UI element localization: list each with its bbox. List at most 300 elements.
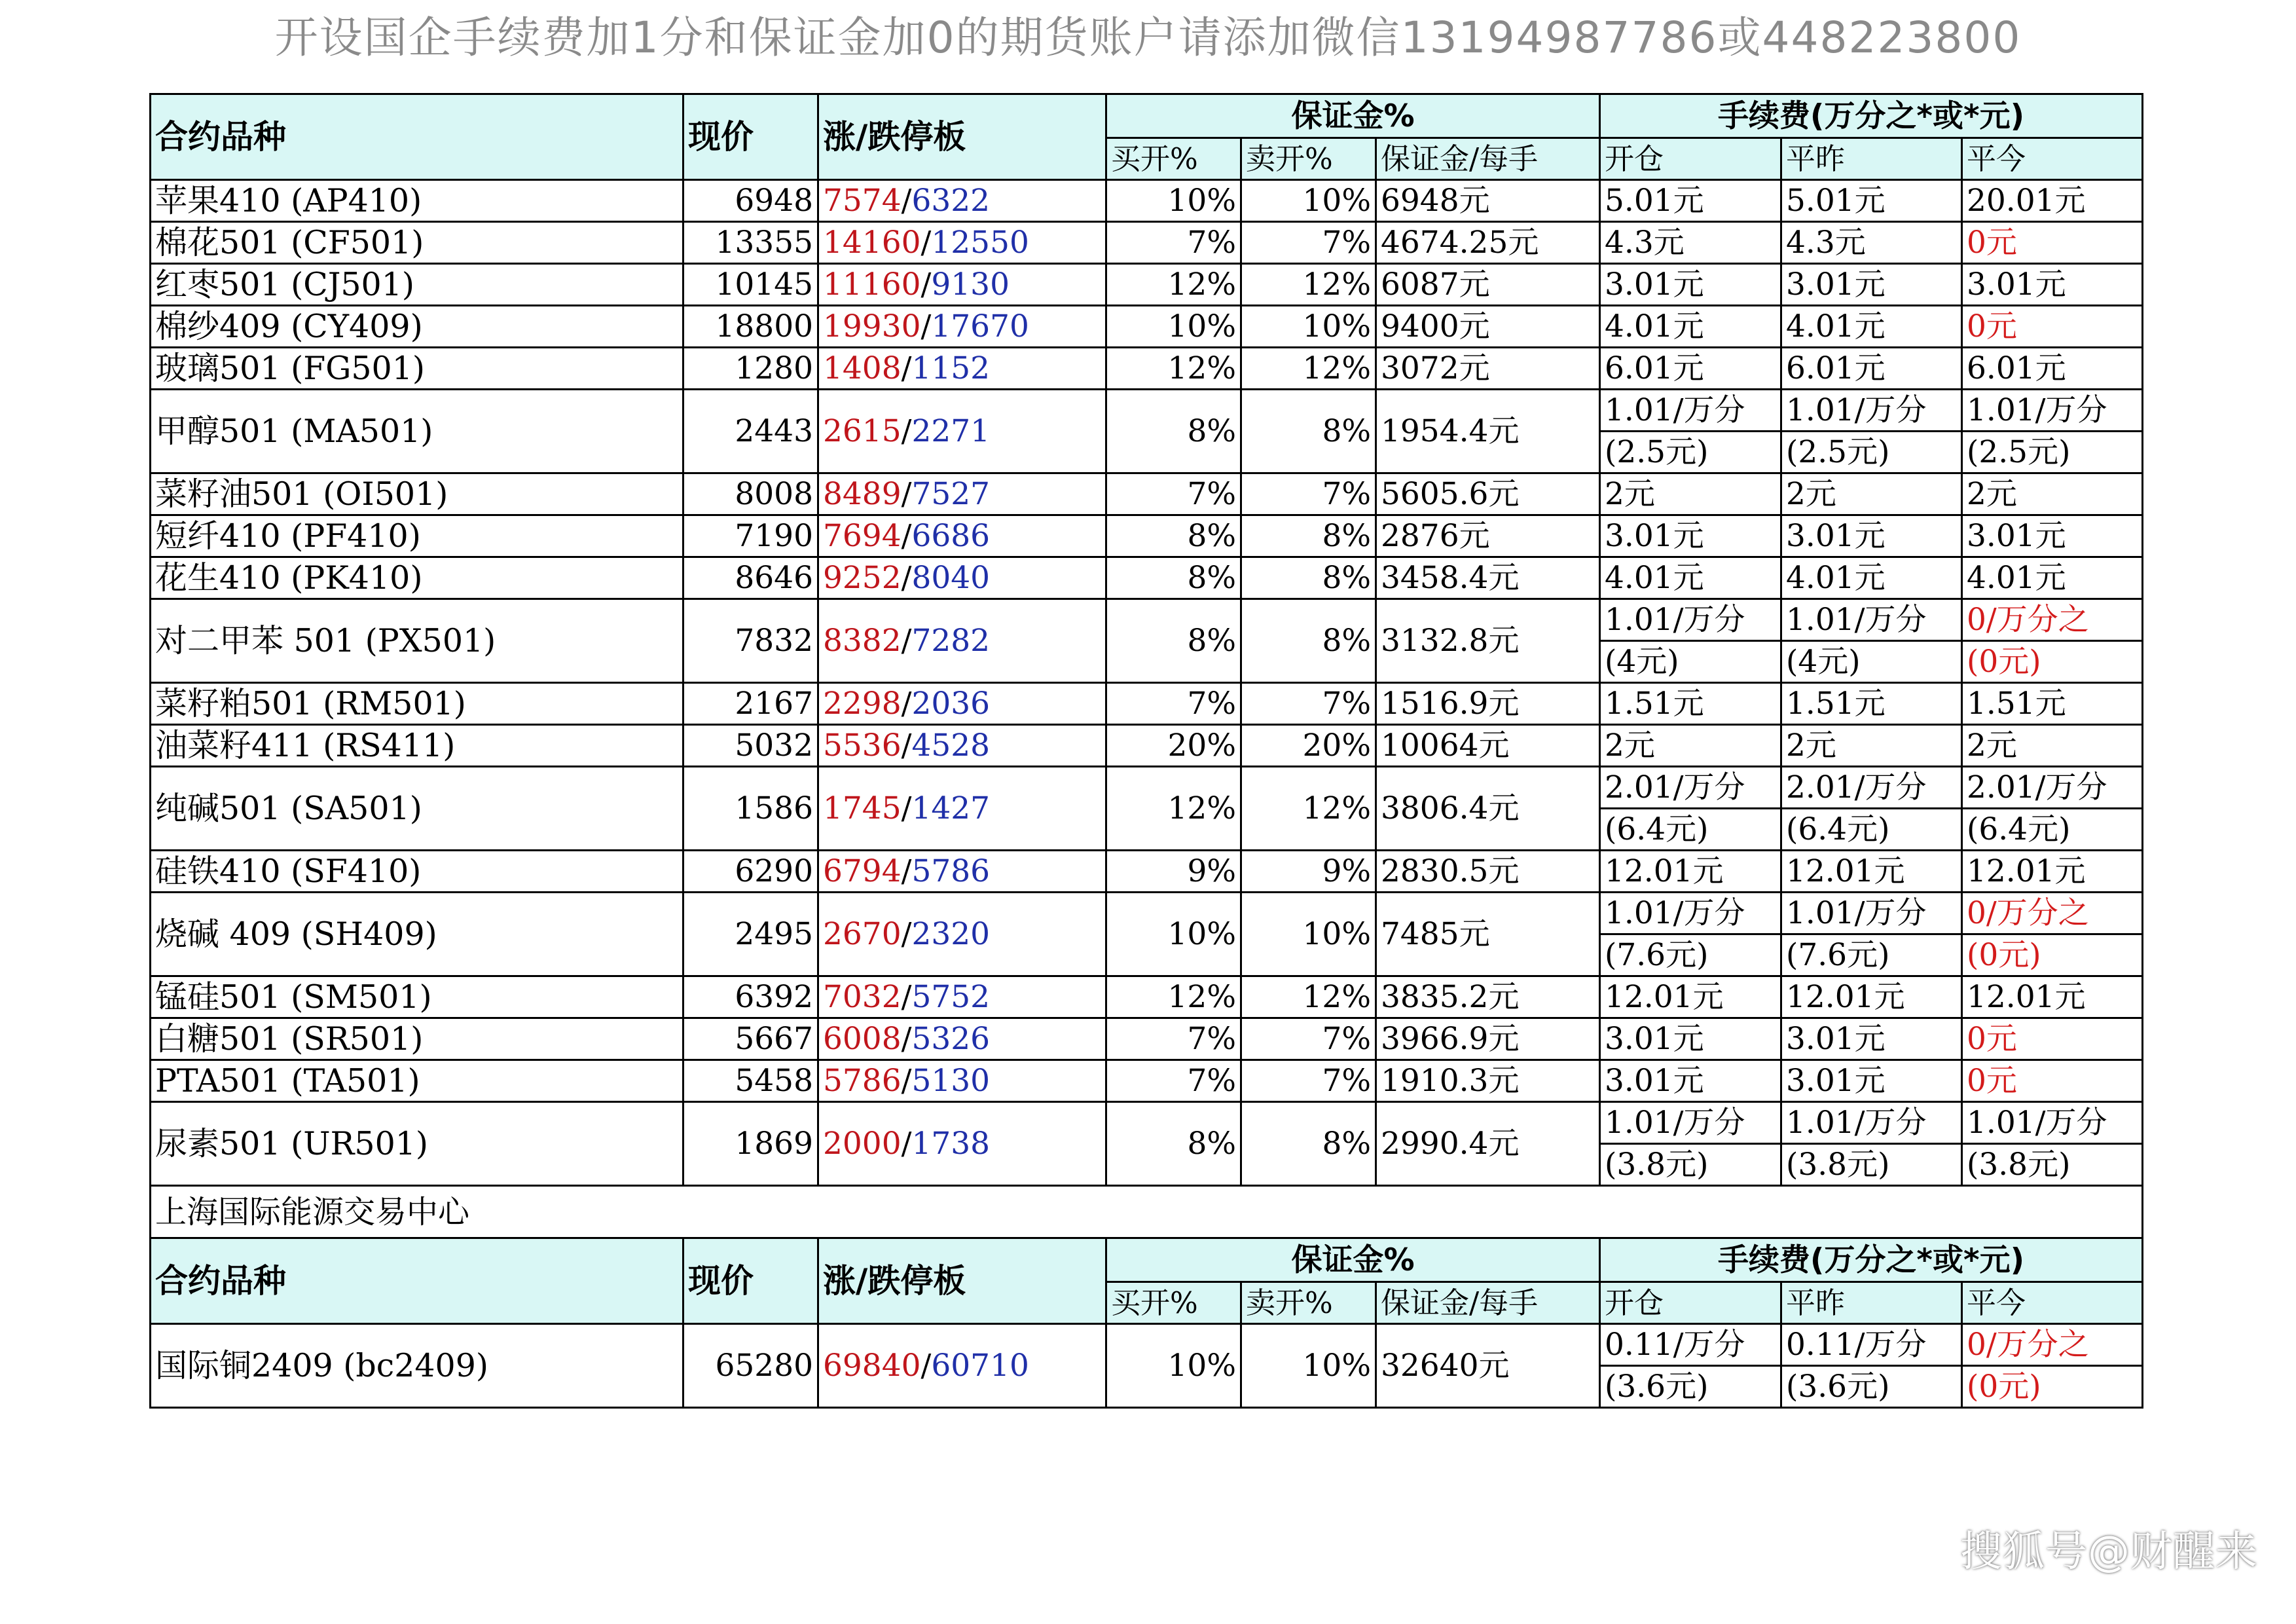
fee-close-yesterday-amount: (4元) (1781, 641, 1962, 683)
limit-up: 8489 (823, 476, 902, 512)
current-price: 6290 (683, 851, 818, 893)
limit-down: 60710 (931, 1348, 1029, 1384)
contract-name: 硅铁410 (SF410) (151, 851, 683, 893)
limit-up: 2670 (823, 916, 902, 952)
current-price: 5032 (683, 725, 818, 767)
limit-separator: / (901, 853, 912, 889)
fee-close-yesterday: 3.01元 (1781, 515, 1962, 557)
current-price: 10145 (683, 264, 818, 306)
limit-down: 6322 (911, 183, 991, 219)
contract-name: 甲醇501 (MA501) (151, 390, 683, 473)
header-margin-per-lot: 保证金/每手 (1376, 1282, 1600, 1324)
header-close-today: 平今 (1962, 138, 2143, 180)
current-price: 8008 (683, 473, 818, 515)
limit-down: 5326 (911, 1021, 991, 1057)
limit-up: 11160 (823, 267, 921, 303)
fee-close-yesterday: 3.01元 (1781, 1018, 1962, 1060)
margin-per-lot: 3072元 (1376, 348, 1600, 390)
fee-open: 3.01元 (1600, 1018, 1781, 1060)
margin-per-lot: 3806.4元 (1376, 767, 1600, 851)
limit-separator: / (901, 728, 912, 764)
limit-down: 6686 (911, 518, 991, 554)
header-price: 现价 (683, 1238, 818, 1324)
fee-close-yesterday: 2.01/万分 (1781, 767, 1962, 809)
fee-open: 2.01/万分 (1600, 767, 1781, 809)
contract-name: 国际铜2409 (bc2409) (151, 1324, 683, 1408)
fee-close-yesterday: 4.01元 (1781, 306, 1962, 348)
fee-open: 5.01元 (1600, 180, 1781, 222)
table-row (151, 557, 2143, 599)
price-limit (818, 976, 1106, 1018)
header-price: 现价 (683, 94, 818, 180)
margin-per-lot: 1910.3元 (1376, 1060, 1600, 1102)
current-price: 5667 (683, 1018, 818, 1060)
sell-open-margin: 10% (1241, 180, 1376, 222)
section-row (151, 1186, 2143, 1238)
fee-close-today: 0元 (1962, 1060, 2143, 1102)
fee-close-today-amount: (6.4元) (1962, 809, 2143, 851)
limit-separator: / (920, 1348, 932, 1384)
header-margin-group: 保证金% (1106, 1238, 1600, 1282)
header-open: 开仓 (1600, 138, 1781, 180)
contract-name: 花生410 (PK410) (151, 557, 683, 599)
table-row (151, 851, 2143, 893)
buy-open-margin: 12% (1106, 767, 1241, 851)
buy-open-margin: 7% (1106, 222, 1241, 264)
limit-separator: / (901, 183, 912, 219)
fee-close-yesterday: 4.3元 (1781, 222, 1962, 264)
fee-close-yesterday: 1.01/万分 (1781, 599, 1962, 641)
price-limit (818, 1018, 1106, 1060)
header-limit: 涨/跌停板 (818, 1238, 1106, 1324)
sell-open-margin: 8% (1241, 557, 1376, 599)
banner-text: 开设国企手续费加1分和保证金加0的期货账户请添加微信13194987786或448223800 (274, 12, 2022, 63)
contract-name: 短纤410 (PF410) (151, 515, 683, 557)
limit-separator: / (901, 686, 912, 722)
futures-table (149, 93, 2143, 1409)
table-row (151, 599, 2143, 641)
margin-per-lot: 3458.4元 (1376, 557, 1600, 599)
current-price: 8646 (683, 557, 818, 599)
limit-up: 1745 (823, 790, 902, 826)
current-price: 6392 (683, 976, 818, 1018)
limit-down: 7282 (911, 623, 991, 659)
price-limit (818, 1324, 1106, 1408)
fee-close-today-amount: (0元) (1962, 1366, 2143, 1408)
buy-open-margin: 12% (1106, 264, 1241, 306)
fee-close-today-amount: (2.5元) (1962, 432, 2143, 473)
limit-separator: / (901, 1021, 912, 1057)
limit-down: 8040 (911, 560, 991, 596)
price-limit (818, 264, 1106, 306)
buy-open-margin: 7% (1106, 473, 1241, 515)
price-limit (818, 893, 1106, 976)
limit-up: 7694 (823, 518, 902, 554)
contract-name: 烧碱 409 (SH409) (151, 893, 683, 976)
limit-up: 7574 (823, 183, 902, 219)
table-body (151, 94, 2143, 1408)
sell-open-margin: 10% (1241, 893, 1376, 976)
margin-per-lot: 1516.9元 (1376, 683, 1600, 725)
sell-open-margin: 9% (1241, 851, 1376, 893)
section-title: 上海国际能源交易中心 (151, 1186, 2143, 1238)
buy-open-margin: 7% (1106, 1018, 1241, 1060)
limit-down: 12550 (931, 225, 1029, 261)
contract-name: 菜籽油501 (OI501) (151, 473, 683, 515)
margin-per-lot: 3132.8元 (1376, 599, 1600, 683)
contract-name: 玻璃501 (FG501) (151, 348, 683, 390)
sell-open-margin: 8% (1241, 599, 1376, 683)
limit-separator: / (901, 518, 912, 554)
margin-per-lot: 4674.25元 (1376, 222, 1600, 264)
sell-open-margin: 7% (1241, 1060, 1376, 1102)
limit-separator: / (920, 308, 932, 344)
fee-close-yesterday: 3.01元 (1781, 264, 1962, 306)
header-margin-per-lot: 保证金/每手 (1376, 138, 1600, 180)
fee-open: 1.01/万分 (1600, 599, 1781, 641)
margin-per-lot: 6948元 (1376, 180, 1600, 222)
limit-separator: / (901, 1063, 912, 1099)
sell-open-margin: 12% (1241, 264, 1376, 306)
header-fee-group: 手续费(万分之*或*元) (1600, 1238, 2143, 1282)
table-row (151, 1324, 2143, 1366)
price-limit (818, 1060, 1106, 1102)
current-price: 18800 (683, 306, 818, 348)
limit-down: 2036 (911, 686, 991, 722)
header-contract: 合约品种 (151, 94, 683, 180)
buy-open-margin: 10% (1106, 180, 1241, 222)
fee-close-today-amount: (3.8元) (1962, 1144, 2143, 1186)
fee-close-yesterday: 1.01/万分 (1781, 893, 1962, 934)
header-buy-open: 买开% (1106, 1282, 1241, 1324)
header-contract: 合约品种 (151, 1238, 683, 1324)
fee-close-today: 0元 (1962, 222, 2143, 264)
current-price: 1280 (683, 348, 818, 390)
price-limit (818, 390, 1106, 473)
fee-open: 1.01/万分 (1600, 893, 1781, 934)
header-limit: 涨/跌停板 (818, 94, 1106, 180)
fee-close-yesterday: 4.01元 (1781, 557, 1962, 599)
fee-open-amount: (3.6元) (1600, 1366, 1781, 1408)
buy-open-margin: 20% (1106, 725, 1241, 767)
fee-close-today-amount: (0元) (1962, 641, 2143, 683)
limit-up: 5786 (823, 1063, 902, 1099)
fee-close-yesterday: 6.01元 (1781, 348, 1962, 390)
fee-close-yesterday: 2元 (1781, 473, 1962, 515)
table-row (151, 180, 2143, 222)
current-price: 1586 (683, 767, 818, 851)
fee-close-yesterday-amount: (6.4元) (1781, 809, 1962, 851)
table-row (151, 725, 2143, 767)
fee-close-yesterday-amount: (2.5元) (1781, 432, 1962, 473)
fee-open: 2元 (1600, 725, 1781, 767)
contract-name: 红枣501 (CJ501) (151, 264, 683, 306)
buy-open-margin: 10% (1106, 306, 1241, 348)
sell-open-margin: 20% (1241, 725, 1376, 767)
margin-per-lot: 2990.4元 (1376, 1102, 1600, 1186)
fee-close-yesterday-amount: (7.6元) (1781, 934, 1962, 976)
current-price: 7832 (683, 599, 818, 683)
limit-separator: / (901, 916, 912, 952)
current-price: 7190 (683, 515, 818, 557)
fee-open: 12.01元 (1600, 976, 1781, 1018)
fee-open: 2元 (1600, 473, 1781, 515)
buy-open-margin: 10% (1106, 893, 1241, 976)
margin-per-lot: 6087元 (1376, 264, 1600, 306)
sell-open-margin: 8% (1241, 390, 1376, 473)
header-buy-open: 买开% (1106, 138, 1241, 180)
limit-up: 19930 (823, 308, 921, 344)
fee-close-yesterday: 3.01元 (1781, 1060, 1962, 1102)
limit-separator: / (901, 790, 912, 826)
limit-up: 14160 (823, 225, 921, 261)
fee-close-today: 0/万分之 (1962, 1324, 2143, 1366)
buy-open-margin: 8% (1106, 390, 1241, 473)
price-limit (818, 348, 1106, 390)
header-row (151, 94, 2143, 138)
table-row (151, 306, 2143, 348)
fee-open: 1.51元 (1600, 683, 1781, 725)
fee-close-yesterday: 1.51元 (1781, 683, 1962, 725)
sell-open-margin: 7% (1241, 473, 1376, 515)
fee-close-today: 1.51元 (1962, 683, 2143, 725)
header-close-today: 平今 (1962, 1282, 2143, 1324)
fee-open: 4.3元 (1600, 222, 1781, 264)
limit-up: 69840 (823, 1348, 921, 1384)
fee-open: 4.01元 (1600, 306, 1781, 348)
fee-close-yesterday: 2元 (1781, 725, 1962, 767)
buy-open-margin: 12% (1106, 348, 1241, 390)
price-limit (818, 515, 1106, 557)
fee-open-amount: (3.8元) (1600, 1144, 1781, 1186)
fee-close-yesterday: 12.01元 (1781, 976, 1962, 1018)
fee-open-amount: (2.5元) (1600, 432, 1781, 473)
sell-open-margin: 8% (1241, 1102, 1376, 1186)
header-close-yesterday: 平昨 (1781, 138, 1962, 180)
fee-close-today-amount: (0元) (1962, 934, 2143, 976)
contract-name: 纯碱501 (SA501) (151, 767, 683, 851)
buy-open-margin: 8% (1106, 599, 1241, 683)
table-row (151, 515, 2143, 557)
fee-close-yesterday: 1.01/万分 (1781, 390, 1962, 432)
margin-per-lot: 5605.6元 (1376, 473, 1600, 515)
sell-open-margin: 10% (1241, 306, 1376, 348)
watermark: 搜狐号@财醒来 (1960, 1528, 2258, 1576)
fee-close-yesterday: 12.01元 (1781, 851, 1962, 893)
current-price: 2443 (683, 390, 818, 473)
contract-name: PTA501 (TA501) (151, 1060, 683, 1102)
contract-name: 苹果410 (AP410) (151, 180, 683, 222)
fee-open: 12.01元 (1600, 851, 1781, 893)
limit-down: 2320 (911, 916, 991, 952)
price-limit (818, 180, 1106, 222)
sell-open-margin: 7% (1241, 683, 1376, 725)
fee-close-today: 12.01元 (1962, 976, 2143, 1018)
limit-separator: / (901, 979, 912, 1015)
buy-open-margin: 12% (1106, 976, 1241, 1018)
margin-per-lot: 3966.9元 (1376, 1018, 1600, 1060)
limit-down: 5130 (911, 1063, 991, 1099)
current-price: 65280 (683, 1324, 818, 1408)
table-row (151, 390, 2143, 432)
header-fee-group: 手续费(万分之*或*元) (1600, 94, 2143, 138)
price-limit (818, 851, 1106, 893)
fee-open: 4.01元 (1600, 557, 1781, 599)
limit-up: 9252 (823, 560, 902, 596)
contract-name: 棉花501 (CF501) (151, 222, 683, 264)
fee-close-today: 0元 (1962, 306, 2143, 348)
limit-down: 5786 (911, 853, 991, 889)
fee-close-today: 12.01元 (1962, 851, 2143, 893)
price-limit (818, 725, 1106, 767)
price-limit (818, 473, 1106, 515)
sell-open-margin: 12% (1241, 767, 1376, 851)
header-row (151, 1238, 2143, 1282)
fee-open: 0.11/万分 (1600, 1324, 1781, 1366)
table-row (151, 976, 2143, 1018)
fee-open-amount: (6.4元) (1600, 809, 1781, 851)
limit-up: 7032 (823, 979, 902, 1015)
contract-name: 菜籽粕501 (RM501) (151, 683, 683, 725)
limit-separator: / (901, 413, 912, 449)
fee-close-today: 1.01/万分 (1962, 1102, 2143, 1144)
table-row (151, 473, 2143, 515)
buy-open-margin: 8% (1106, 515, 1241, 557)
fee-close-yesterday-amount: (3.6元) (1781, 1366, 1962, 1408)
fee-close-today: 3.01元 (1962, 515, 2143, 557)
buy-open-margin: 8% (1106, 1102, 1241, 1186)
fee-close-today: 0元 (1962, 1018, 2143, 1060)
limit-up: 2615 (823, 413, 902, 449)
fee-close-today: 20.01元 (1962, 180, 2143, 222)
table-row (151, 1018, 2143, 1060)
table-row (151, 893, 2143, 934)
margin-per-lot: 3835.2元 (1376, 976, 1600, 1018)
table-row (151, 264, 2143, 306)
contract-name: 尿素501 (UR501) (151, 1102, 683, 1186)
table-row (151, 683, 2143, 725)
fee-close-yesterday: 0.11/万分 (1781, 1324, 1962, 1366)
limit-down: 1427 (911, 790, 991, 826)
header-close-yesterday: 平昨 (1781, 1282, 1962, 1324)
fee-close-yesterday-amount: (3.8元) (1781, 1144, 1962, 1186)
fee-open: 3.01元 (1600, 515, 1781, 557)
sell-open-margin: 12% (1241, 348, 1376, 390)
fee-close-yesterday: 5.01元 (1781, 180, 1962, 222)
price-limit (818, 557, 1106, 599)
fee-open: 3.01元 (1600, 1060, 1781, 1102)
fee-close-today: 2.01/万分 (1962, 767, 2143, 809)
buy-open-margin: 7% (1106, 1060, 1241, 1102)
fee-open-amount: (7.6元) (1600, 934, 1781, 976)
buy-open-margin: 7% (1106, 683, 1241, 725)
limit-up: 8382 (823, 623, 902, 659)
limit-up: 5536 (823, 728, 902, 764)
current-price: 2495 (683, 893, 818, 976)
limit-separator: / (901, 476, 912, 512)
contract-name: 棉纱409 (CY409) (151, 306, 683, 348)
margin-per-lot: 9400元 (1376, 306, 1600, 348)
limit-separator: / (901, 560, 912, 596)
limit-down: 1152 (911, 350, 991, 386)
limit-down: 9130 (931, 267, 1010, 303)
current-price: 6948 (683, 180, 818, 222)
limit-up: 1408 (823, 350, 902, 386)
table-row (151, 1102, 2143, 1144)
header-sell-open: 卖开% (1241, 138, 1376, 180)
header-open: 开仓 (1600, 1282, 1781, 1324)
sell-open-margin: 7% (1241, 222, 1376, 264)
limit-up: 6794 (823, 853, 902, 889)
sell-open-margin: 12% (1241, 976, 1376, 1018)
fee-close-today: 4.01元 (1962, 557, 2143, 599)
margin-per-lot: 7485元 (1376, 893, 1600, 976)
price-limit (818, 306, 1106, 348)
margin-per-lot: 1954.4元 (1376, 390, 1600, 473)
buy-open-margin: 9% (1106, 851, 1241, 893)
limit-separator: / (920, 225, 932, 261)
header-margin-group: 保证金% (1106, 94, 1600, 138)
limit-down: 1738 (911, 1126, 991, 1162)
price-limit (818, 1102, 1106, 1186)
current-price: 5458 (683, 1060, 818, 1102)
fee-open-amount: (4元) (1600, 641, 1781, 683)
table-row (151, 767, 2143, 809)
fee-open: 1.01/万分 (1600, 390, 1781, 432)
table-row (151, 348, 2143, 390)
fee-close-today: 1.01/万分 (1962, 390, 2143, 432)
contract-name: 锰硅501 (SM501) (151, 976, 683, 1018)
limit-down: 7527 (911, 476, 991, 512)
fee-open: 1.01/万分 (1600, 1102, 1781, 1144)
current-price: 2167 (683, 683, 818, 725)
price-limit (818, 767, 1106, 851)
fee-open: 3.01元 (1600, 264, 1781, 306)
sell-open-margin: 7% (1241, 1018, 1376, 1060)
current-price: 13355 (683, 222, 818, 264)
margin-per-lot: 32640元 (1376, 1324, 1600, 1408)
fee-close-yesterday: 1.01/万分 (1781, 1102, 1962, 1144)
margin-per-lot: 2876元 (1376, 515, 1600, 557)
limit-down: 4528 (911, 728, 991, 764)
sell-open-margin: 8% (1241, 515, 1376, 557)
limit-separator: / (901, 1126, 912, 1162)
header-sell-open: 卖开% (1241, 1282, 1376, 1324)
margin-per-lot: 10064元 (1376, 725, 1600, 767)
limit-down: 5752 (911, 979, 991, 1015)
limit-down: 17670 (931, 308, 1029, 344)
fee-close-today: 6.01元 (1962, 348, 2143, 390)
fee-close-today: 3.01元 (1962, 264, 2143, 306)
limit-separator: / (901, 350, 912, 386)
table-row (151, 222, 2143, 264)
buy-open-margin: 10% (1106, 1324, 1241, 1408)
limit-separator: / (920, 267, 932, 303)
margin-per-lot: 2830.5元 (1376, 851, 1600, 893)
price-limit (818, 599, 1106, 683)
fee-close-today: 2元 (1962, 725, 2143, 767)
limit-up: 6008 (823, 1021, 902, 1057)
limit-up: 2298 (823, 686, 902, 722)
table-row (151, 1060, 2143, 1102)
fee-close-today: 0/万分之 (1962, 893, 2143, 934)
price-limit (818, 222, 1106, 264)
price-limit (818, 683, 1106, 725)
limit-separator: / (901, 623, 912, 659)
contract-name: 白糖501 (SR501) (151, 1018, 683, 1060)
limit-down: 2271 (911, 413, 991, 449)
current-price: 1869 (683, 1102, 818, 1186)
